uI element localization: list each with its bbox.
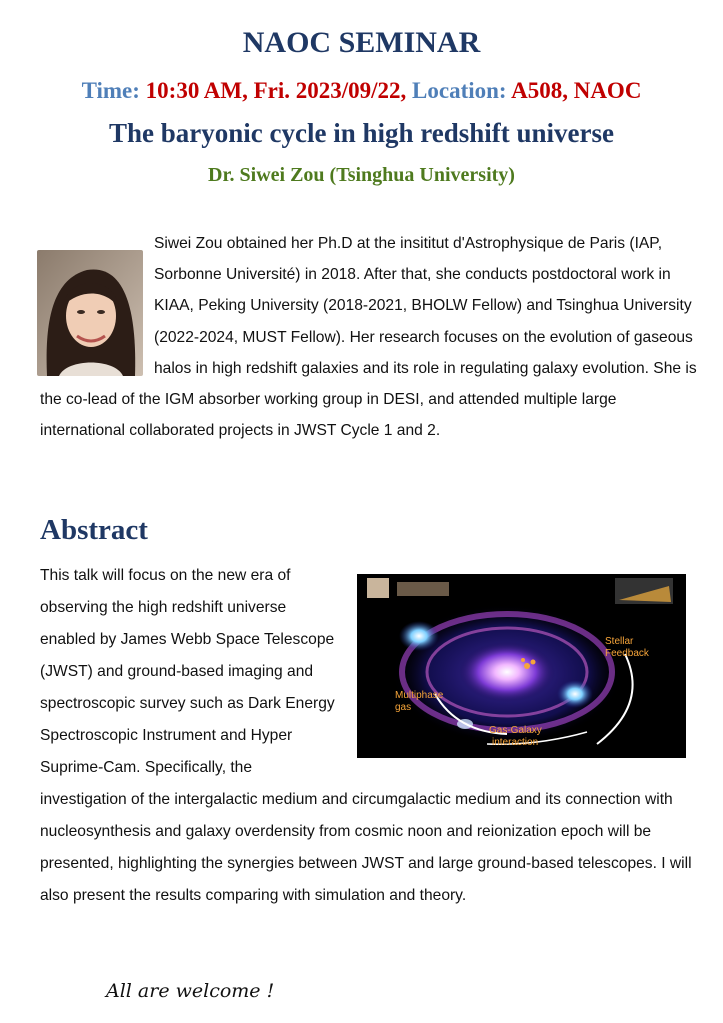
speaker-photo [37,250,143,376]
label-gas: gas [395,702,412,713]
welcome-note: All are welcome ! [106,980,275,1002]
location-value: A508, NAOC [511,78,642,103]
speaker-name: Dr. Siwei Zou (Tsinghua University) [208,164,515,186]
abstract-text: This talk will focus on the new era of observing the high redshift universe enabled by James Webb Space Telescope (JWST) and ground-based imaging and spectroscopic survey such as Dark Energy Spectroscopic Instrument and Hyper Suprime-Cam. Specifically, the investigation of the intergalactic medium and circumgalactic medium and its connection with nucleosynthesis and galaxy overdensity from cosmic noon and reionization epoch will be presented, highlighting the synergies between JWST and large ground-based telescopes. I will also present the results comparing with simulation and theory. [40,567,692,904]
time-value: 10:30 AM, Fri. 2023/09/22, [145,78,407,103]
label-stellar: Stellar [605,636,634,647]
speaker-bio [40,228,704,446]
talk-title: The baryonic cycle in high redshift universe [108,118,614,148]
bio-text: Siwei Zou obtained her Ph.D at the insititut d'Astrophysique de Paris (IAP, Sorbonne Université) in 2018. After that, she conducts postdoctoral work in KIAA, Peking University (2018-2021, BHOLW Fellow) and Tsinghua University (2022-2024, MUST Fellow). Her research focuses on the evolution of gaseous halos in high redshift galaxies and its role in regulating galaxy evolution. She is the co-lead of the IGM absorber working group in DESI, and attended multiple large international collaborated projects in JWST Cycle 1 and 2. [40,235,697,440]
location-label: Location: [412,78,507,103]
label-feedback: Feedback [605,648,649,659]
abstract-heading: Abstract [40,514,148,546]
seminar-title: NAOC SEMINAR [242,26,481,59]
label-gas-galaxy: Gas-Galaxy [489,725,542,736]
label-interaction: interaction [492,737,539,748]
time-label: Time: [81,78,140,103]
galaxy-figure [357,574,686,758]
label-multiphase: Multiphase [395,690,444,701]
abstract-body [40,560,704,912]
time-location-line [0,78,723,104]
